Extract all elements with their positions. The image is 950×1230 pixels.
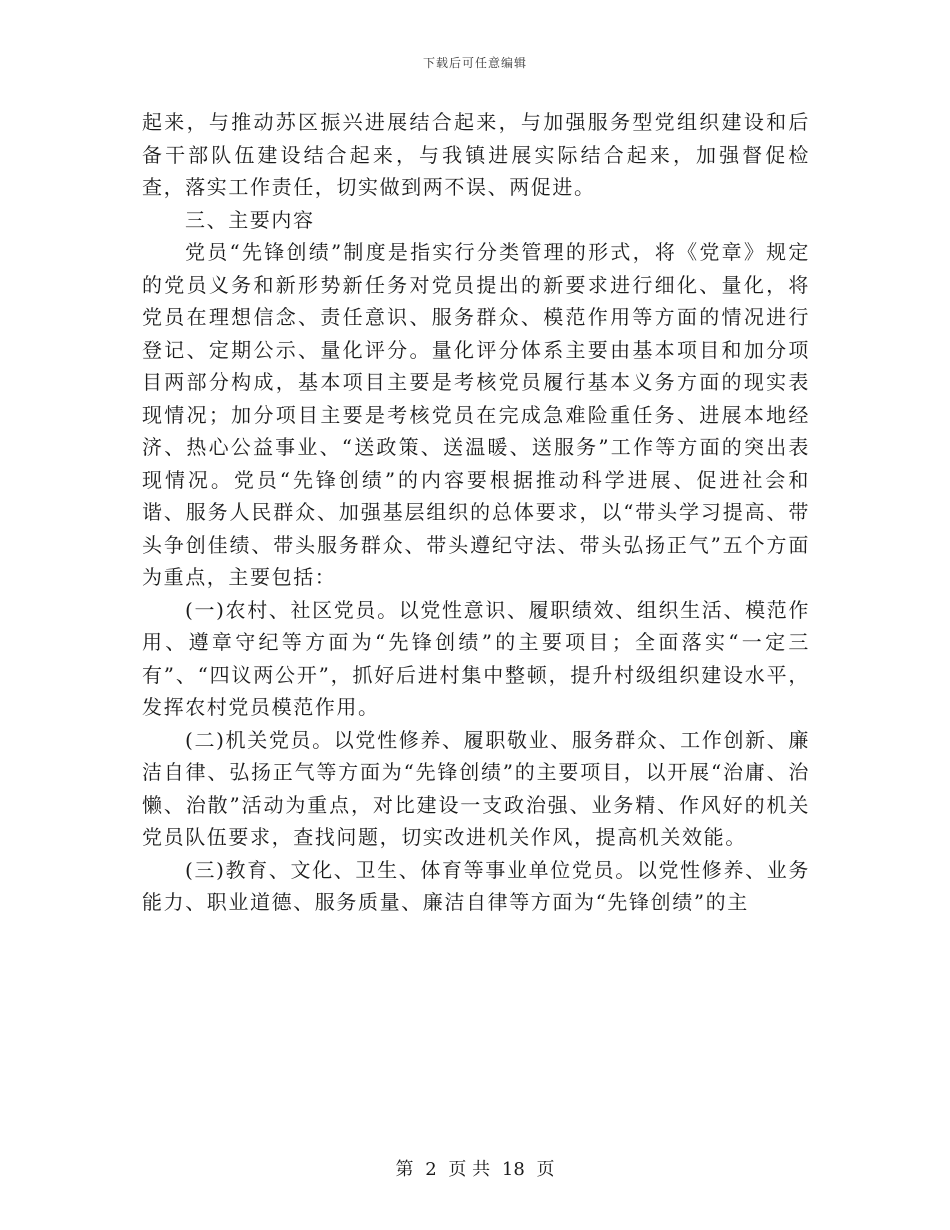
section-heading: 三、主要内容	[185, 207, 315, 232]
paragraph-item-3: (三)教育、文化、卫生、体育等事业单位党员。以党性修养、业务能力、职业道德、服务质量、廉洁自律等方面为“先锋创绩”的主	[142, 857, 810, 914]
paragraph-main-content: 党员“先锋创绩”制度是指实行分类管理的形式，将《党章》规定的党员义务和新形势新任务对党员提出的新要求进行细化、量化，将党员在理想信念、责任意识、服务群众、模范作用等方面的情况进行登记、定期公示、量化评分。量化评分体系主要由基本项目和加分项目两部分构成，基本项目主要是考核党员履行基本义务方面的现实表现情况；加分项目主要是考核党员在完成急难险重任务、进展本地经济、热心公益事业、“送政策、送温暖、送服务”工作等方面的突出表现情况。党员“先锋创绩”的内容要根据推动科学进展、促进社会和谐、服务人民群众、加强基层组织的总体要求，以“带头学习提高、带头争创佳绩、带头服务群众、带头遵纪守法、带头弘扬正气”五个方面为重点，主要包括：	[142, 240, 810, 589]
paragraph-item-1: (一)农村、社区党员。以党性意识、履职绩效、组织生活、模范作用、遵章守纪等方面为“先锋创绩”的主要项目；全面落实“一定三有”、“四议两公开”，抓好后进村集中整顿，提升村级组织建设水平，发挥农村党员模范作用。	[142, 597, 810, 719]
paragraph-1: 起来，与推动苏区振兴进展结合起来，与加强服务型党组织建设和后备干部队伍建设结合起来，与我镇进展实际结合起来，加强督促检查，落实工作责任，切实做到两不误、两促进。	[142, 110, 810, 199]
page-total: 18	[501, 1159, 525, 1180]
header-note: 下载后可任意编辑	[422, 56, 527, 70]
page-footer	[0, 1155, 950, 1181]
document-body	[142, 106, 810, 919]
page-current: 2	[425, 1159, 437, 1180]
page-prefix: 第	[395, 1159, 414, 1180]
paragraph-item-2: (二)机关党员。以党性修养、履职敬业、服务群众、工作创新、廉洁自律、弘扬正气等方面为“先锋创绩”的主要项目，以开展“治庸、治懒、治散”活动为重点，对比建设一支政治强、业务精、作风好的机关党员队伍要求，查找问题，切实改进机关作风，提高机关效能。	[142, 727, 810, 849]
page-middle: 页 共	[448, 1159, 491, 1180]
page-suffix: 页	[536, 1159, 555, 1180]
